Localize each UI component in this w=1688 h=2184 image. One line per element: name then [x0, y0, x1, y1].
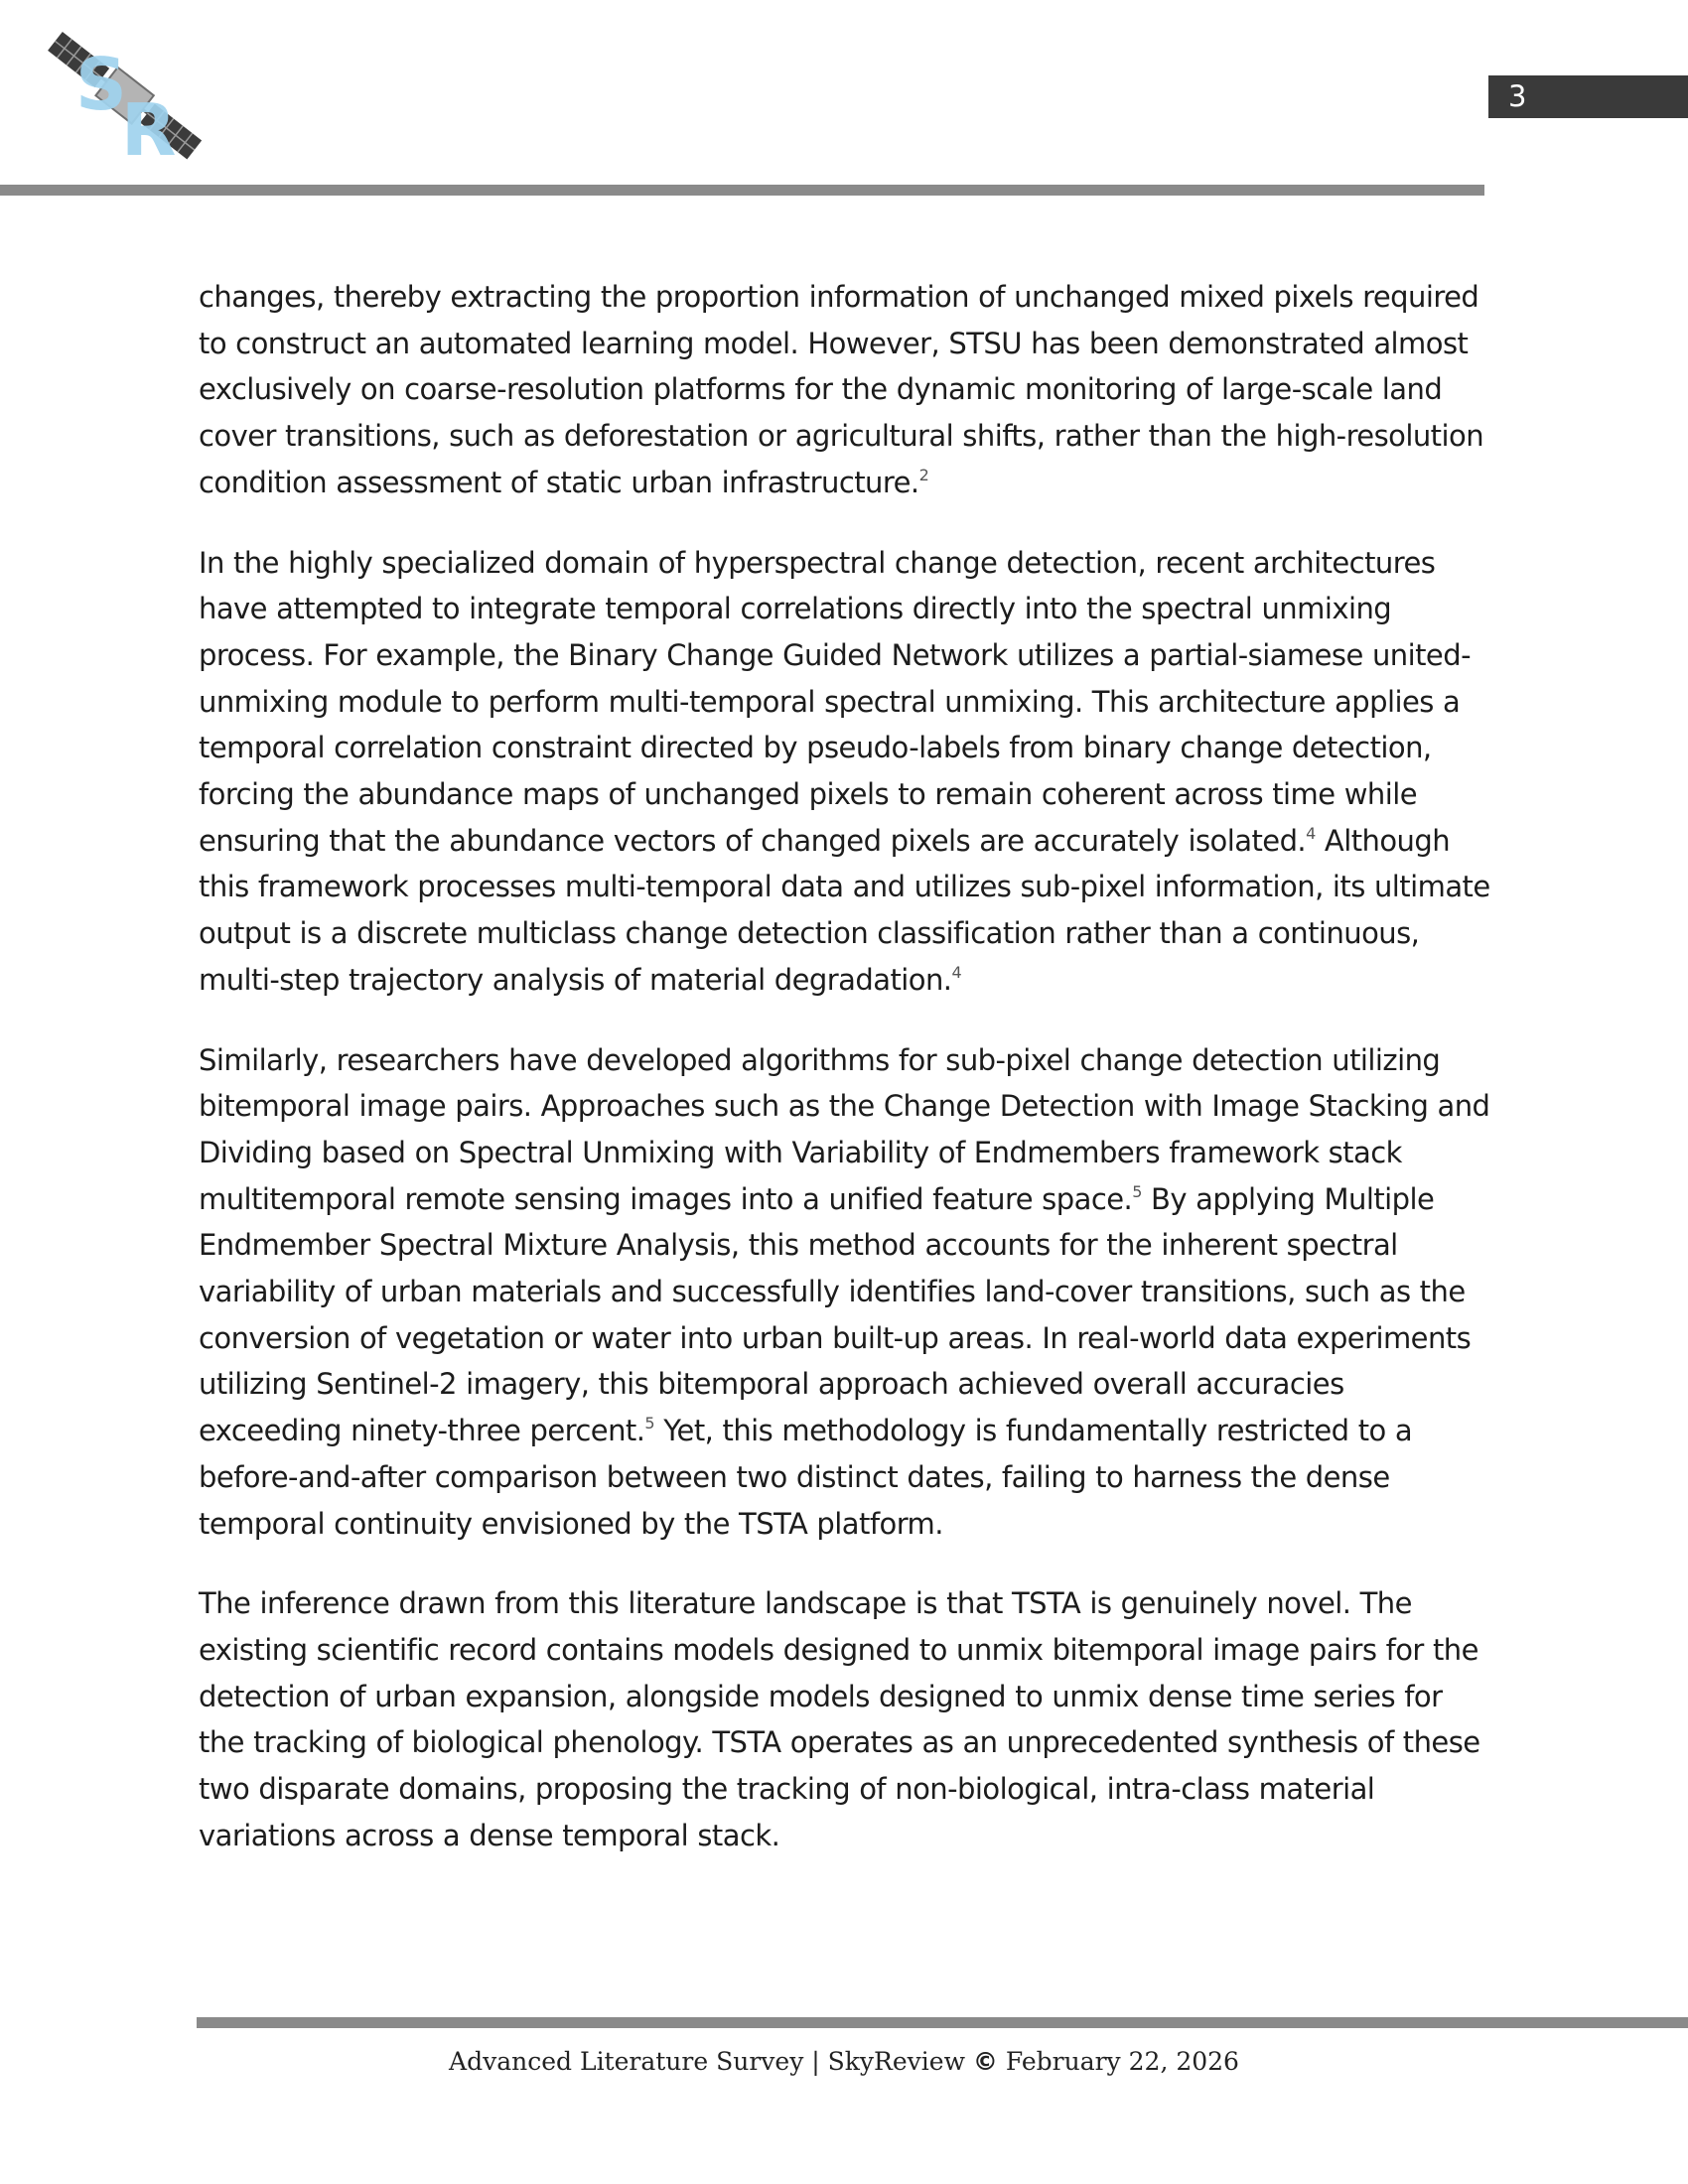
paragraph-2 [199, 540, 1495, 1004]
citation-ref: 5 [644, 1414, 655, 1433]
paragraph-text: By applying Multiple Endmember Spectral Mixture Analysis, this method accounts for the inherent spectral variability of urban materials and successfully identifies land-cover transitions, such as the conversion of vegetation or water into urban built-up areas. In real-world data experiments utilizing Sentinel-2 imagery, this bitemporal approach achieved overall accuracies exceeding ninety-three percent. [199, 1181, 1472, 1448]
citation-ref: 2 [918, 465, 929, 484]
paragraph-text: Yet, this methodology is fundamentally restricted to a before-and-after comparison between two distinct dates, failing to harness the dense temporal continuity envisioned by the TSTA platform. [199, 1414, 1413, 1541]
page-footer [0, 2047, 1688, 2076]
paragraph-text: In the highly specialized domain of hyperspectral change detection, recent architectures have attempted to integrate temporal correlations directly into the spectral unmixing process. For example, the Binary Change Guided Network utilizes a partial-siamese united-unmixing module to perform multi-temporal spectral unmixing. This architecture applies a temporal correlation constraint directed by pseudo-labels from binary change detection, forcing the abundance maps of unchanged pixels to remain coherent across time while ensuring that the abundance vectors of changed pixels are accurately isolated. [199, 545, 1471, 858]
copyright-icon: © [972, 2047, 998, 2076]
footer-divider [197, 2017, 1688, 2028]
paragraph-text: Similarly, researchers have developed algorithms for sub-pixel change detection utilizing bitemporal image pairs. Approaches such as the Change Detection with Image Stacking and Dividing based on Spectral Unmixing with Variability of Endmembers framework stack multitemporal remote sensing images into a unified feature space. [199, 1042, 1490, 1216]
article-body [199, 274, 1495, 1893]
header-divider [0, 185, 1484, 196]
citation-ref: 5 [1132, 1181, 1142, 1201]
satellite-logo-icon [40, 24, 209, 169]
page-number: 3 [1508, 79, 1527, 113]
footer-title: Advanced Literature Survey | SkyReview [449, 2047, 965, 2076]
citation-ref: 4 [951, 962, 962, 982]
paragraph-text: changes, thereby extracting the proportion information of unchanged mixed pixels required to construct an automated learning model. However, STSU has been demonstrated almost exclusively on coarse-resolution platforms for the dynamic monitoring of large-scale land cover transitions, such as deforestation or agricultural shifts, rather than the high-resolution condition assessment of static urban infrastructure. [199, 280, 1484, 499]
paragraph-3 [199, 1037, 1495, 1548]
paragraph-text: Although this framework processes multi-temporal data and utilizes sub-pixel information, its ultimate output is a discrete multiclass change detection classification rather than a continuous, multi-step trajectory analysis of material degradation. [199, 823, 1490, 997]
logo-letter-s: S [75, 43, 127, 126]
citation-ref: 4 [1306, 823, 1316, 843]
skyreview-logo [40, 24, 209, 169]
paragraph-text: The inference drawn from this literature landscape is that TSTA is genuinely novel. The existing scientific record contains models designed to unmix bitemporal image pairs for the detection of urban expansion, alongside models designed to unmix dense time series for the tracking of biological phenology. TSTA operates as an unprecedented synthesis of these two disparate domains, proposing the tracking of non-biological, intra-class material variations across a dense temporal stack. [199, 1586, 1480, 1852]
paragraph-1 [199, 274, 1495, 506]
page-number-badge [1488, 75, 1688, 118]
paragraph-4 [199, 1580, 1495, 1858]
footer-date: February 22, 2026 [1005, 2047, 1239, 2076]
logo-letter-r: R [121, 88, 177, 169]
